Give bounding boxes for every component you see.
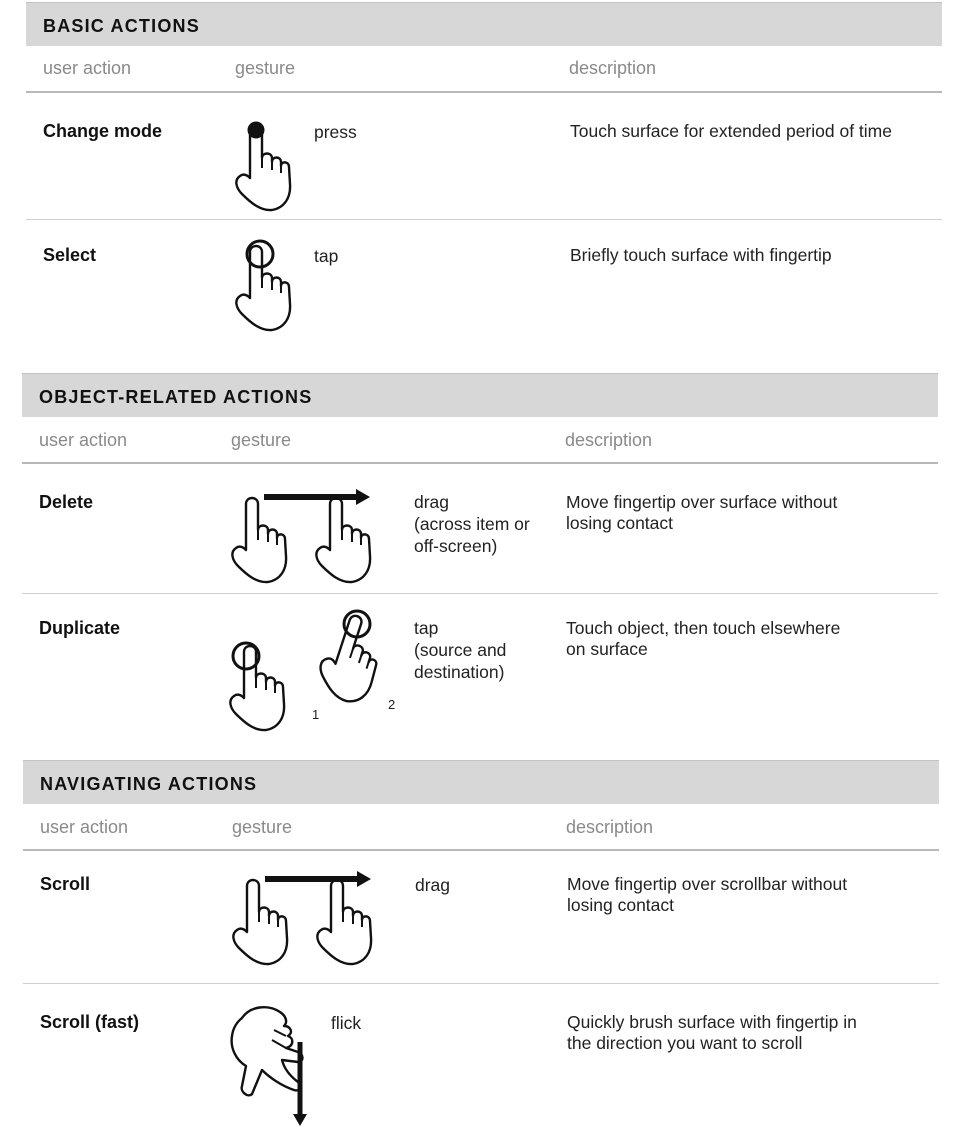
tap-hand-icon: [232, 238, 312, 333]
row-divider: [23, 983, 939, 984]
section-title: BASIC ACTIONS: [43, 16, 200, 36]
column-header-gesture: gesture: [231, 430, 292, 450]
gesture-label: off-screen): [414, 536, 498, 556]
column-header-description: description: [566, 817, 654, 837]
column-header-user-action: user action: [39, 430, 128, 450]
section-header-navigating-actions: [23, 760, 939, 804]
section-title: OBJECT-RELATED ACTIONS: [39, 387, 313, 407]
description-text: losing contact: [567, 895, 675, 915]
press-hand-icon: [232, 118, 312, 213]
gesture-label: (across item or: [414, 514, 530, 534]
action-label: Scroll (fast): [40, 1012, 140, 1032]
step-number: 2: [388, 697, 396, 712]
description-text: Move fingertip over scrollbar without: [567, 874, 848, 894]
description-text: Touch surface for extended period of time: [570, 121, 892, 141]
drag-hands-icon: [229, 868, 399, 963]
gesture-label: destination): [414, 662, 505, 682]
description-text: Briefly touch surface with fingertip: [570, 245, 832, 265]
flick-hand-icon: [228, 1000, 318, 1130]
gesture-label: tap: [414, 618, 439, 638]
column-header-description: description: [565, 430, 653, 450]
description-text: Move fingertip over surface without: [566, 492, 838, 512]
column-header-user-action: user action: [40, 817, 129, 837]
step-number: 1: [312, 707, 320, 722]
section-header-basic-actions: [26, 2, 942, 46]
row-divider: [22, 593, 938, 594]
action-label: Delete: [39, 492, 94, 512]
row-divider: [26, 219, 942, 220]
column-header-gesture: gesture: [235, 58, 296, 78]
section-header-object-related-actions: [22, 373, 938, 417]
action-label: Select: [43, 245, 97, 265]
description-text: losing contact: [566, 513, 674, 533]
gesture-label: flick: [331, 1013, 362, 1033]
description-text: Quickly brush surface with fingertip in: [567, 1012, 857, 1032]
header-divider: [26, 91, 942, 93]
double-tap-hands-icon: [226, 608, 406, 723]
drag-hands-icon: [228, 486, 398, 581]
gesture-label: (source and: [414, 640, 507, 660]
column-header-description: description: [569, 58, 657, 78]
column-header-user-action: user action: [43, 58, 132, 78]
section-title: NAVIGATING ACTIONS: [40, 774, 258, 794]
header-divider: [22, 462, 938, 464]
gesture-label: drag: [414, 492, 450, 512]
action-label: Duplicate: [39, 618, 121, 638]
description-text: Touch object, then touch elsewhere: [566, 618, 841, 638]
column-header-gesture: gesture: [232, 817, 293, 837]
gesture-label: drag: [415, 875, 451, 895]
description-text: on surface: [566, 639, 648, 659]
action-label: Scroll: [40, 874, 91, 894]
gesture-label: tap: [314, 246, 339, 266]
action-label: Change mode: [43, 121, 163, 141]
gesture-label: press: [314, 122, 357, 142]
description-text: the direction you want to scroll: [567, 1033, 803, 1053]
header-divider: [23, 849, 939, 851]
